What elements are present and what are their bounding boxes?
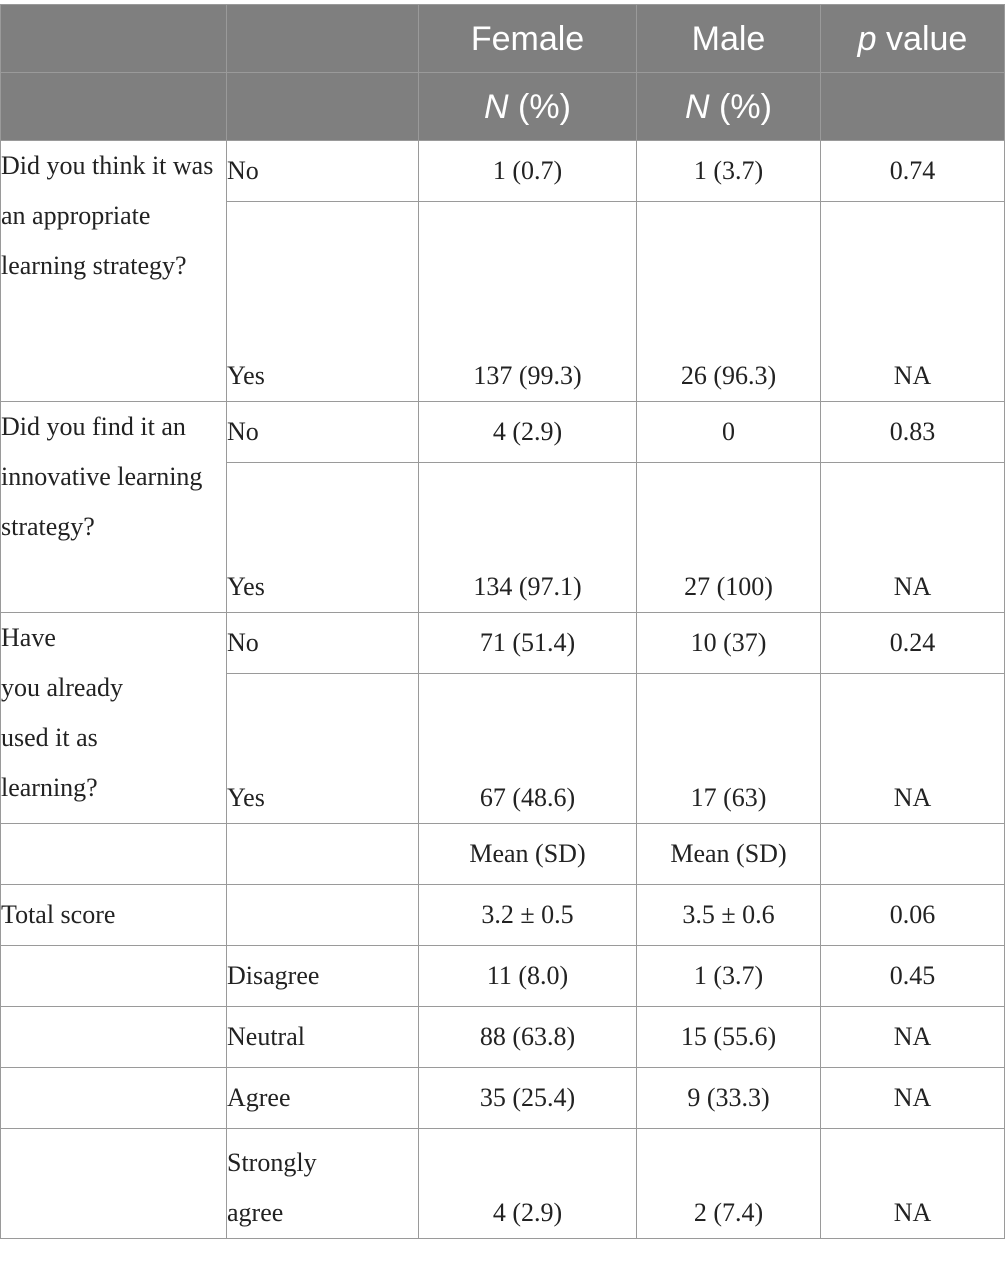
empty-cell (1, 1007, 227, 1068)
option-cell: No (227, 613, 419, 674)
male-cell: 10 (37) (637, 613, 821, 674)
p-value-cell: NA (821, 674, 1005, 824)
option-cell: Strongly agree (227, 1129, 419, 1239)
p-value-cell: 0.83 (821, 402, 1005, 463)
female-cell: 35 (25.4) (419, 1068, 637, 1129)
header-empty-4 (227, 73, 419, 141)
empty-cell (1, 824, 227, 885)
p-value-cell: NA (821, 202, 1005, 402)
female-cell: 1 (0.7) (419, 141, 637, 202)
male-cell: 0 (637, 402, 821, 463)
female-cell: 67 (48.6) (419, 674, 637, 824)
header-n-italic: N (484, 87, 509, 126)
header-empty-5 (821, 73, 1005, 141)
empty-cell (1, 946, 227, 1007)
female-cell: 11 (8.0) (419, 946, 637, 1007)
female-cell: 134 (97.1) (419, 463, 637, 613)
p-value-cell: NA (821, 463, 1005, 613)
header-male-n (637, 73, 821, 141)
question-cell: Did you find it an innovative learning strategy? (1, 402, 227, 613)
male-cell: 26 (96.3) (637, 202, 821, 402)
option-cell: Disagree (227, 946, 419, 1007)
header-empty-1 (1, 5, 227, 73)
male-cell: 17 (63) (637, 674, 821, 824)
header-empty-3 (1, 73, 227, 141)
empty-cell (821, 824, 1005, 885)
header-empty-2 (227, 5, 419, 73)
total-p-value: 0.06 (821, 885, 1005, 946)
female-cell: 4 (2.9) (419, 1129, 637, 1239)
table-row (1, 1129, 1005, 1239)
header-row-1 (1, 5, 1005, 73)
female-cell: 88 (63.8) (419, 1007, 637, 1068)
p-value-cell: 0.45 (821, 946, 1005, 1007)
question-line: used it as (1, 723, 98, 752)
empty-cell (227, 824, 419, 885)
mean-sd-male: Mean (SD) (637, 824, 821, 885)
table-row (1, 1068, 1005, 1129)
table-row (1, 613, 1005, 674)
option-cell: Yes (227, 202, 419, 402)
male-cell: 2 (7.4) (637, 1129, 821, 1239)
p-value-cell: NA (821, 1129, 1005, 1239)
p-value-cell: 0.74 (821, 141, 1005, 202)
table-row (1, 1007, 1005, 1068)
total-male: 3.5 ± 0.6 (637, 885, 821, 946)
header-n-italic: N (685, 87, 710, 126)
header-p-rest: value (876, 19, 968, 58)
option-cell: No (227, 402, 419, 463)
male-cell: 1 (3.7) (637, 946, 821, 1007)
option-cell: Yes (227, 674, 419, 824)
question-line: learning? (1, 773, 98, 802)
empty-cell (1, 1068, 227, 1129)
male-cell: 27 (100) (637, 463, 821, 613)
male-cell: 15 (55.6) (637, 1007, 821, 1068)
question-cell (1, 613, 227, 824)
mean-sd-female: Mean (SD) (419, 824, 637, 885)
question-line: you already (1, 673, 124, 702)
header-p-italic: p (857, 19, 877, 58)
female-cell: 4 (2.9) (419, 402, 637, 463)
header-male: Male (637, 5, 821, 73)
mean-header-row (1, 824, 1005, 885)
option-cell: Agree (227, 1068, 419, 1129)
table-row (1, 402, 1005, 463)
header-female: Female (419, 5, 637, 73)
results-table (0, 4, 1005, 1239)
p-value-cell: NA (821, 1007, 1005, 1068)
question-line: Have (1, 623, 56, 652)
total-female: 3.2 ± 0.5 (419, 885, 637, 946)
table-row (1, 946, 1005, 1007)
option-cell: Neutral (227, 1007, 419, 1068)
female-cell: 137 (99.3) (419, 202, 637, 402)
empty-cell (227, 885, 419, 946)
male-cell: 9 (33.3) (637, 1068, 821, 1129)
p-value-cell: NA (821, 1068, 1005, 1129)
p-value-cell: 0.24 (821, 613, 1005, 674)
table-row (1, 141, 1005, 202)
header-row-2 (1, 73, 1005, 141)
total-score-row (1, 885, 1005, 946)
header-n-rest: (%) (508, 87, 571, 126)
option-cell: No (227, 141, 419, 202)
option-cell: Yes (227, 463, 419, 613)
header-p-value (821, 5, 1005, 73)
header-female-n (419, 73, 637, 141)
header-n-rest: (%) (709, 87, 772, 126)
female-cell: 71 (51.4) (419, 613, 637, 674)
empty-cell (1, 1129, 227, 1239)
total-score-label: Total score (1, 885, 227, 946)
male-cell: 1 (3.7) (637, 141, 821, 202)
question-cell: Did you think it was an appropriate learning strategy? (1, 141, 227, 402)
